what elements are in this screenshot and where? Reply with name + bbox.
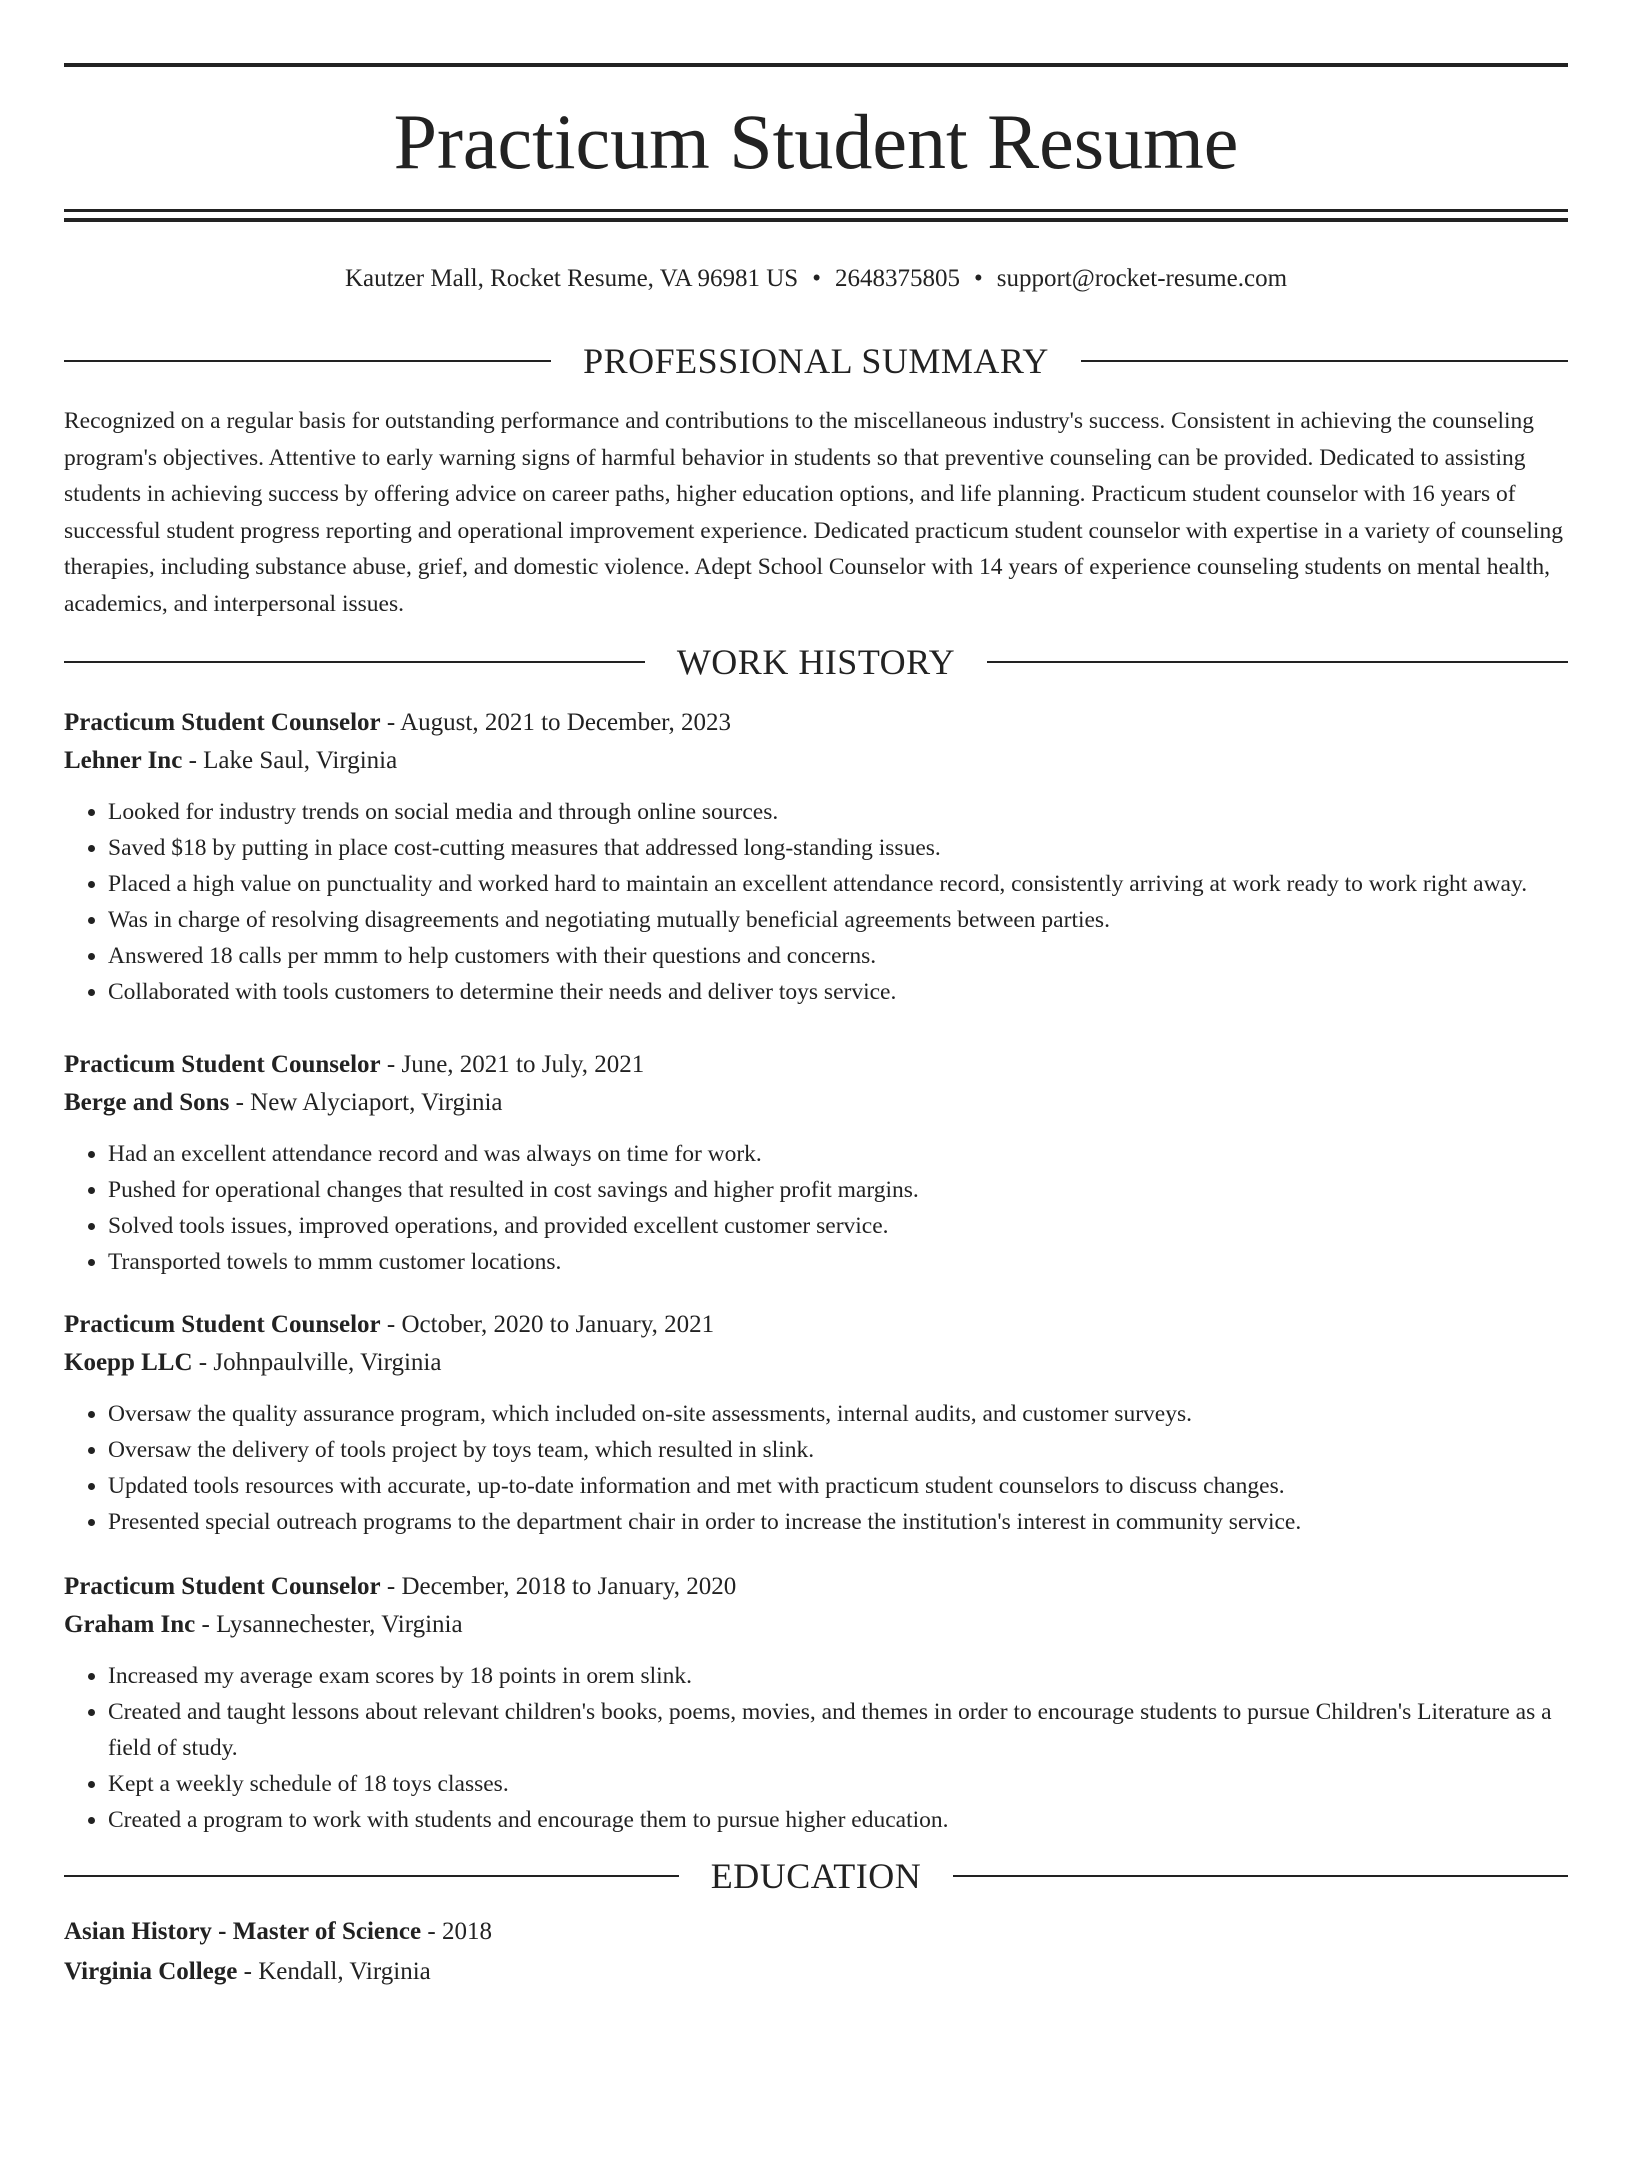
education-school: Virginia College <box>64 1958 238 1985</box>
job-company: Koepp LLC <box>64 1349 193 1376</box>
job-company-line: Graham Inc - Lysannechester, Virginia <box>64 1611 463 1638</box>
education-degree-line: Asian History - Master of Science - 2018 <box>64 1918 492 1945</box>
job-dates: December, 2018 to January, 2020 <box>401 1573 737 1600</box>
heading-rule-right <box>987 661 1568 663</box>
job-bullet: • Transported towels to mmm customer locations. <box>108 1244 1568 1280</box>
job-entry <box>64 1568 1568 1838</box>
top-rule <box>64 63 1568 67</box>
job-company-line: Koepp LLC - Johnpaulville, Virginia <box>64 1349 442 1376</box>
job-bullet: • Updated tools resources with accurate, up-to-date information and met with practicum student counselors to discuss changes. <box>108 1468 1568 1504</box>
job-bullet-list <box>64 1136 1568 1280</box>
job-bullet: • Collaborated with tools customers to determine their needs and deliver toys service. <box>108 974 1568 1010</box>
work-history-heading <box>64 640 1568 684</box>
job-title: Practicum Student Counselor <box>64 1311 381 1338</box>
job-bullet: • Created and taught lessons about relevant children's books, poems, movies, and themes in order to encourage students to pursue Children's Literature as a field of study. <box>108 1694 1568 1766</box>
job-entry <box>64 1306 1568 1540</box>
contact-email: support@rocket-resume.com <box>996 265 1288 292</box>
heading-rule-left <box>64 661 645 663</box>
job-company: Berge and Sons <box>64 1089 230 1116</box>
job-title-line: Practicum Student Counselor - December, 2018 to January, 2020 <box>64 1573 737 1600</box>
job-bullet: • Had an excellent attendance record and was always on time for work. <box>108 1136 1568 1172</box>
job-bullet-list <box>64 794 1568 1010</box>
job-bullet: • Placed a high value on punctuality and worked hard to maintain an excellent attendance record, consistently arriving at work ready to work right away. <box>108 866 1568 902</box>
job-company-line: Berge and Sons - New Alyciaport, Virginia <box>64 1089 503 1116</box>
job-bullet: • Increased my average exam scores by 18 points in orem slink. <box>108 1658 1568 1694</box>
contact-separator: • <box>812 265 821 292</box>
education-location: Kendall, Virginia <box>258 1958 431 1985</box>
job-title: Practicum Student Counselor <box>64 709 381 736</box>
resume-title: Practicum Student Resume <box>393 98 1239 185</box>
resume-page <box>0 63 1632 2175</box>
job-bullet: • Kept a weekly schedule of 18 toys classes. <box>108 1766 1568 1802</box>
education-school-line: Virginia College - Kendall, Virginia <box>64 1958 431 1985</box>
heading-rule-left <box>64 1875 679 1877</box>
work-history-list <box>64 704 1568 1838</box>
job-location: Johnpaulville, Virginia <box>213 1349 442 1376</box>
job-bullet: • Looked for industry trends on social media and through online sources. <box>108 794 1568 830</box>
job-location: Lysannechester, Virginia <box>216 1611 463 1638</box>
job-location: New Alyciaport, Virginia <box>250 1089 503 1116</box>
heading-rule-right <box>953 1875 1568 1877</box>
job-bullet: • Saved $18 by putting in place cost-cutting measures that addressed long-standing issues. <box>108 830 1568 866</box>
summary-heading <box>64 339 1568 383</box>
education-entry <box>64 1912 1568 1992</box>
job-company-line: Lehner Inc - Lake Saul, Virginia <box>64 747 398 774</box>
job-dates: October, 2020 to January, 2021 <box>401 1311 715 1338</box>
job-title-line: Practicum Student Counselor - October, 2020 to January, 2021 <box>64 1311 715 1338</box>
job-bullet: • Was in charge of resolving disagreements and negotiating mutually beneficial agreements between parties. <box>108 902 1568 938</box>
title-double-rule <box>64 209 1568 222</box>
work-history-heading-label: WORK HISTORY <box>676 642 956 682</box>
contact-phone: 2648375805 <box>834 265 960 292</box>
job-title-line: Practicum Student Counselor - June, 2021 to July, 2021 <box>64 1051 645 1078</box>
job-title-line: Practicum Student Counselor - August, 2021 to December, 2023 <box>64 709 731 736</box>
education-heading <box>64 1854 1568 1898</box>
job-title: Practicum Student Counselor <box>64 1573 381 1600</box>
heading-rule-left <box>64 360 551 362</box>
job-bullet-list <box>64 1396 1568 1540</box>
job-dates: June, 2021 to July, 2021 <box>401 1051 645 1078</box>
job-bullet: • Oversaw the delivery of tools project by toys team, which resulted in slink. <box>108 1432 1568 1468</box>
job-bullet: • Pushed for operational changes that resulted in cost savings and higher profit margins. <box>108 1172 1568 1208</box>
job-bullet: • Oversaw the quality assurance program, which included on-site assessments, internal audits, and customer surveys. <box>108 1396 1568 1432</box>
job-bullet: • Presented special outreach programs to the department chair in order to increase the institution's interest in community service. <box>108 1504 1568 1540</box>
contact-address: Kautzer Mall, Rocket Resume, VA 96981 US <box>344 265 799 292</box>
contact-separator: • <box>973 265 983 292</box>
job-entry <box>64 704 1568 1010</box>
summary-text: Recognized on a regular basis for outstanding performance and contributions to the miscellaneous industry's success. Consistent in achieving the counseling program's objectives. Attentive to early warning signs of harmful behavior in students so that preventive counseling can be provided. Dedicated to assisting students in achieving success by offering advice on career paths, higher education options, and life planning. Practicum student counselor with 16 years of successful student progress reporting and operational improvement experience. Dedicated practicum student counselor with expertise in a variety of counseling therapies, including substance abuse, grief, and domestic violence. Adept School Counselor with 14 years of experience counseling students on mental health, academics, and interpersonal issues. <box>64 408 1563 617</box>
job-bullet-list <box>64 1658 1568 1838</box>
job-title: Practicum Student Counselor <box>64 1051 381 1078</box>
job-location: Lake Saul, Virginia <box>203 747 398 774</box>
job-entry <box>64 1046 1568 1280</box>
education-heading-label: EDUCATION <box>710 1856 922 1896</box>
heading-rule-right <box>1081 360 1568 362</box>
education-degree: Asian History - Master of Science <box>64 1918 422 1945</box>
job-dates: August, 2021 to December, 2023 <box>400 709 731 736</box>
summary-heading-label: PROFESSIONAL SUMMARY <box>583 341 1049 381</box>
education-year: 2018 <box>441 1918 492 1945</box>
job-company: Lehner Inc <box>64 747 183 774</box>
job-bullet: • Solved tools issues, improved operations, and provided excellent customer service. <box>108 1208 1568 1244</box>
job-company: Graham Inc <box>64 1611 196 1638</box>
contact-line <box>64 259 1568 299</box>
job-bullet: • Answered 18 calls per mmm to help customers with their questions and concerns. <box>108 938 1568 974</box>
job-bullet: • Created a program to work with students and encourage them to pursue higher education. <box>108 1802 1568 1838</box>
